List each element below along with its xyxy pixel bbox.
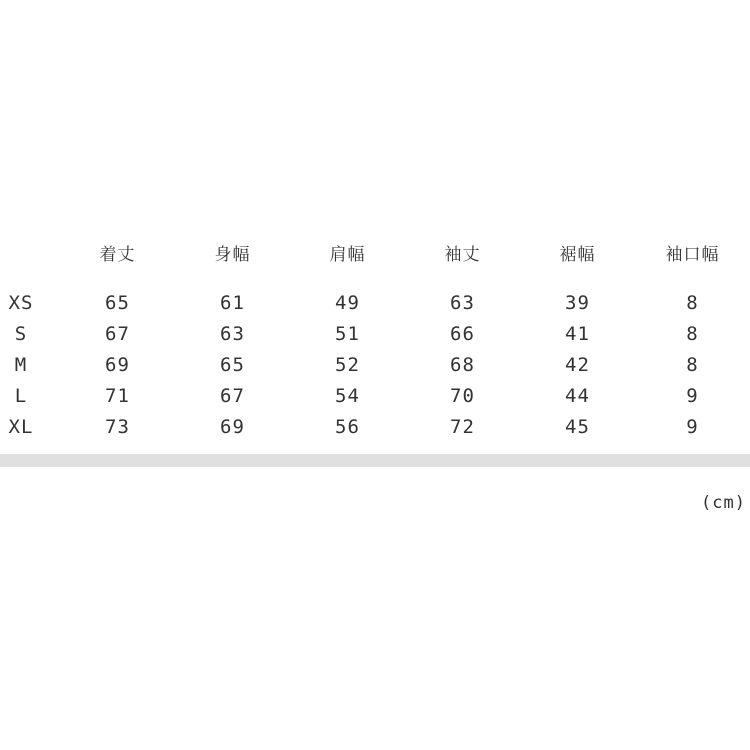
measurement-value: 56	[335, 415, 360, 438]
measurement-value: 39	[565, 291, 590, 314]
unit-note: (cm)	[701, 493, 746, 513]
measurement-value: 66	[450, 322, 475, 345]
size-label: XL	[8, 415, 34, 438]
measurement-value: 67	[105, 322, 130, 345]
column-header-hem-width: 裾幅	[559, 245, 596, 265]
size-chart-table	[0, 240, 750, 442]
size-label: L	[14, 384, 28, 407]
measurement-value: 63	[450, 291, 475, 314]
column-header-length: 着丈	[99, 245, 136, 265]
measurement-value: 72	[450, 415, 475, 438]
size-label: M	[14, 353, 28, 376]
measurement-value: 63	[220, 322, 245, 345]
measurement-value: 61	[220, 291, 245, 314]
measurement-value: 9	[686, 415, 699, 438]
measurement-value: 70	[450, 384, 475, 407]
measurement-value: 45	[565, 415, 590, 438]
measurement-value: 8	[686, 291, 699, 314]
measurement-value: 49	[335, 291, 360, 314]
column-header-body-width: 身幅	[214, 245, 251, 265]
measurement-value: 51	[335, 322, 360, 345]
size-column-header-blank	[0, 240, 60, 287]
measurement-value: 8	[686, 353, 699, 376]
measurement-value: 54	[335, 384, 360, 407]
separator-bar	[0, 454, 750, 467]
column-header-sleeve-length: 袖丈	[444, 245, 481, 265]
measurement-value: 52	[335, 353, 360, 376]
table-row-xl	[0, 411, 750, 442]
measurement-value: 73	[105, 415, 130, 438]
measurement-value: 71	[105, 384, 130, 407]
size-label: S	[14, 322, 28, 345]
measurement-value: 8	[686, 322, 699, 345]
table-row-l	[0, 380, 750, 411]
measurement-value: 41	[565, 322, 590, 345]
measurement-value: 9	[686, 384, 699, 407]
measurement-value: 68	[450, 353, 475, 376]
measurement-value: 42	[565, 353, 590, 376]
measurement-value: 65	[105, 291, 130, 314]
table-row-s	[0, 318, 750, 349]
column-header-cuff-width: 袖口幅	[665, 245, 720, 265]
table-row-xs	[0, 287, 750, 318]
column-header-shoulder-width: 肩幅	[329, 245, 366, 265]
measurement-value: 69	[105, 353, 130, 376]
table-row-m	[0, 349, 750, 380]
measurement-value: 67	[220, 384, 245, 407]
measurement-value: 69	[220, 415, 245, 438]
header-row	[0, 240, 750, 287]
measurement-value: 65	[220, 353, 245, 376]
measurement-value: 44	[565, 384, 590, 407]
size-label: XS	[8, 291, 34, 314]
